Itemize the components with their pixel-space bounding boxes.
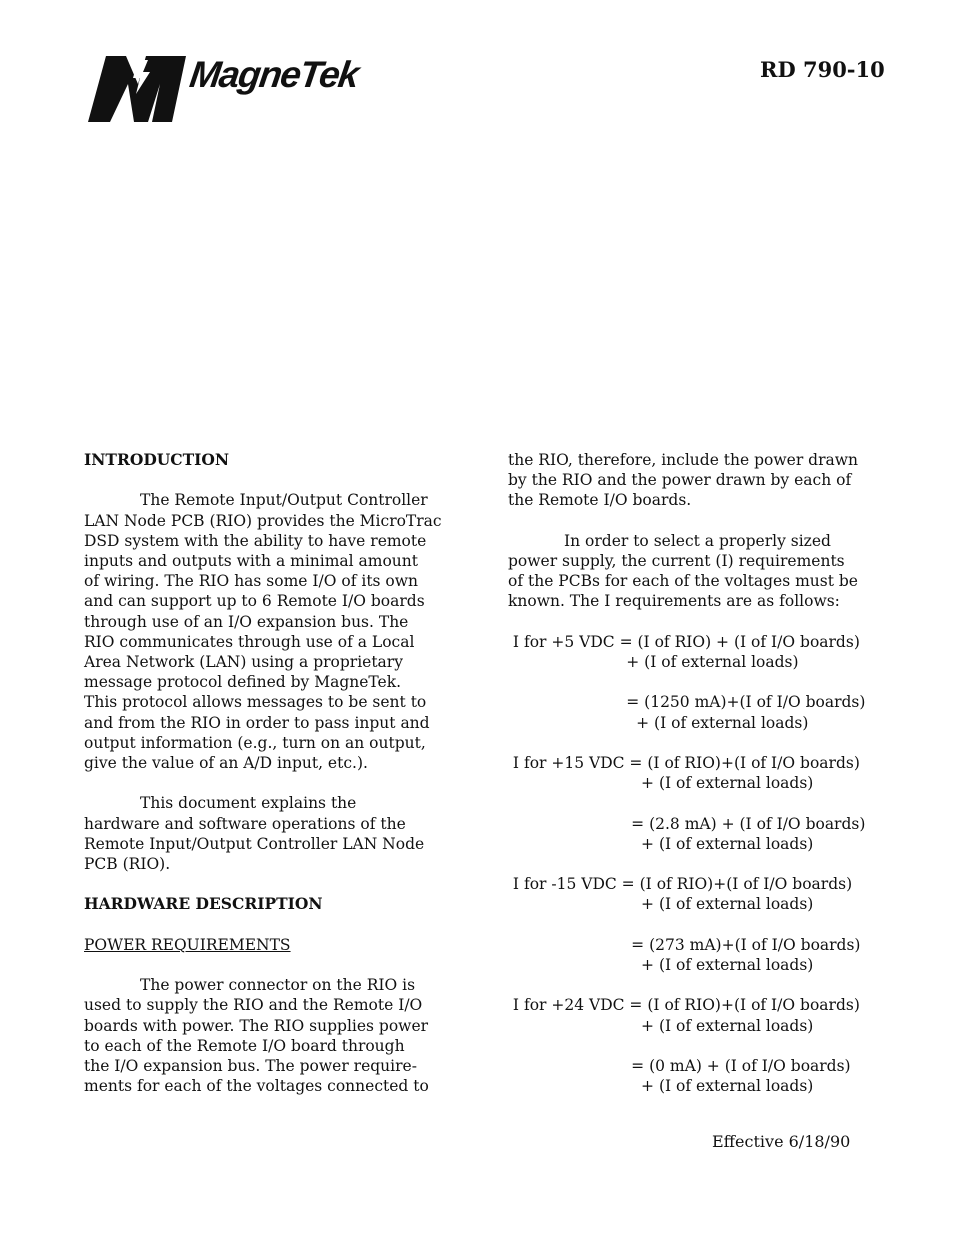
right-column bbox=[508, 450, 888, 1096]
magnetek-m-lightning-icon bbox=[86, 54, 186, 124]
equation-line: = (273 mA)+(I of I/O boards) bbox=[508, 935, 861, 954]
equation-line: + (I of external loads) bbox=[508, 1016, 814, 1035]
equation-plus15vdc bbox=[508, 753, 888, 854]
equation-line: + (I of external loads) bbox=[508, 713, 809, 732]
equation-line: + (I of external loads) bbox=[508, 834, 814, 853]
intro-paragraph-1: The Remote Input/Output Controller LAN Node PCB (RIO) provides the MicroTrac DSD system with the ability to have remote inputs and outputs with a minimal amount of wiring. The RIO has some I/O of its own and can support up to 6 Remote I/O boards through use of an I/O expansion bus. The RIO communicates through use of a Local Area Network (LAN) using a proprietary message protocol defined by MagneTek. This protocol allows messages to be sent to and from the RIO in order to pass input and output information (e.g., turn on an output, give the value of an A/D input, etc.). bbox=[84, 491, 442, 773]
power-requirements-heading: POWER REQUIREMENTS bbox=[84, 935, 291, 954]
equation-line: = (1250 mA)+(I of I/O boards) bbox=[508, 693, 866, 712]
equation-line: = (2.8 mA) + (I of I/O boards) bbox=[508, 814, 866, 833]
equation-minus15vdc bbox=[508, 874, 888, 975]
equation-line: I for +15 VDC = (I of RIO)+(I of I/O boards) bbox=[508, 753, 860, 772]
power-paragraph: The power connector on the RIO is used to supply the RIO and the Remote I/O boards with power. The RIO supplies power to each of the Remote I/O board through the I/O expansion bus. The power require- ments for each of the voltages connected to bbox=[84, 976, 429, 1096]
equation-line: = (0 mA) + (I of I/O boards) bbox=[508, 1056, 851, 1075]
continuation-paragraph: the RIO, therefore, include the power drawn by the RIO and the power drawn by each of the Remote I/O boards. bbox=[508, 451, 858, 510]
equation-line: + (I of external loads) bbox=[508, 895, 814, 914]
equation-line: I for +24 VDC = (I of RIO)+(I of I/O boards) bbox=[508, 996, 860, 1015]
equation-line: + (I of external loads) bbox=[508, 1077, 814, 1096]
equation-5vdc bbox=[508, 632, 888, 733]
hardware-description-heading: HARDWARE DESCRIPTION bbox=[84, 894, 323, 914]
introduction-heading: INTRODUCTION bbox=[84, 450, 230, 469]
supply-selection-paragraph: In order to select a properly sized power supply, the current (I) requirements of the PCBs for each of the voltages must be known. The I requirements are as follows: bbox=[508, 531, 858, 611]
left-column bbox=[84, 450, 459, 1096]
effective-date: Effective 6/18/90 bbox=[712, 1132, 851, 1151]
equation-line: I for +5 VDC = (I of RIO) + (I of I/O boards) bbox=[508, 632, 860, 651]
equation-line: + (I of external loads) bbox=[508, 955, 814, 974]
equation-plus24vdc bbox=[508, 995, 888, 1096]
equation-line: I for -15 VDC = (I of RIO)+(I of I/O boards) bbox=[508, 875, 853, 894]
equation-line: + (I of external loads) bbox=[508, 653, 799, 671]
equation-line: + (I of external loads) bbox=[508, 774, 814, 793]
logo-wordmark: MagneTek bbox=[187, 54, 361, 95]
document-number: RD 790-10 bbox=[760, 57, 885, 82]
magnetek-logo bbox=[86, 54, 376, 124]
intro-paragraph-2: This document explains the hardware and software operations of the Remote Input/Output Controller LAN Node PCB (RIO). bbox=[84, 794, 425, 874]
